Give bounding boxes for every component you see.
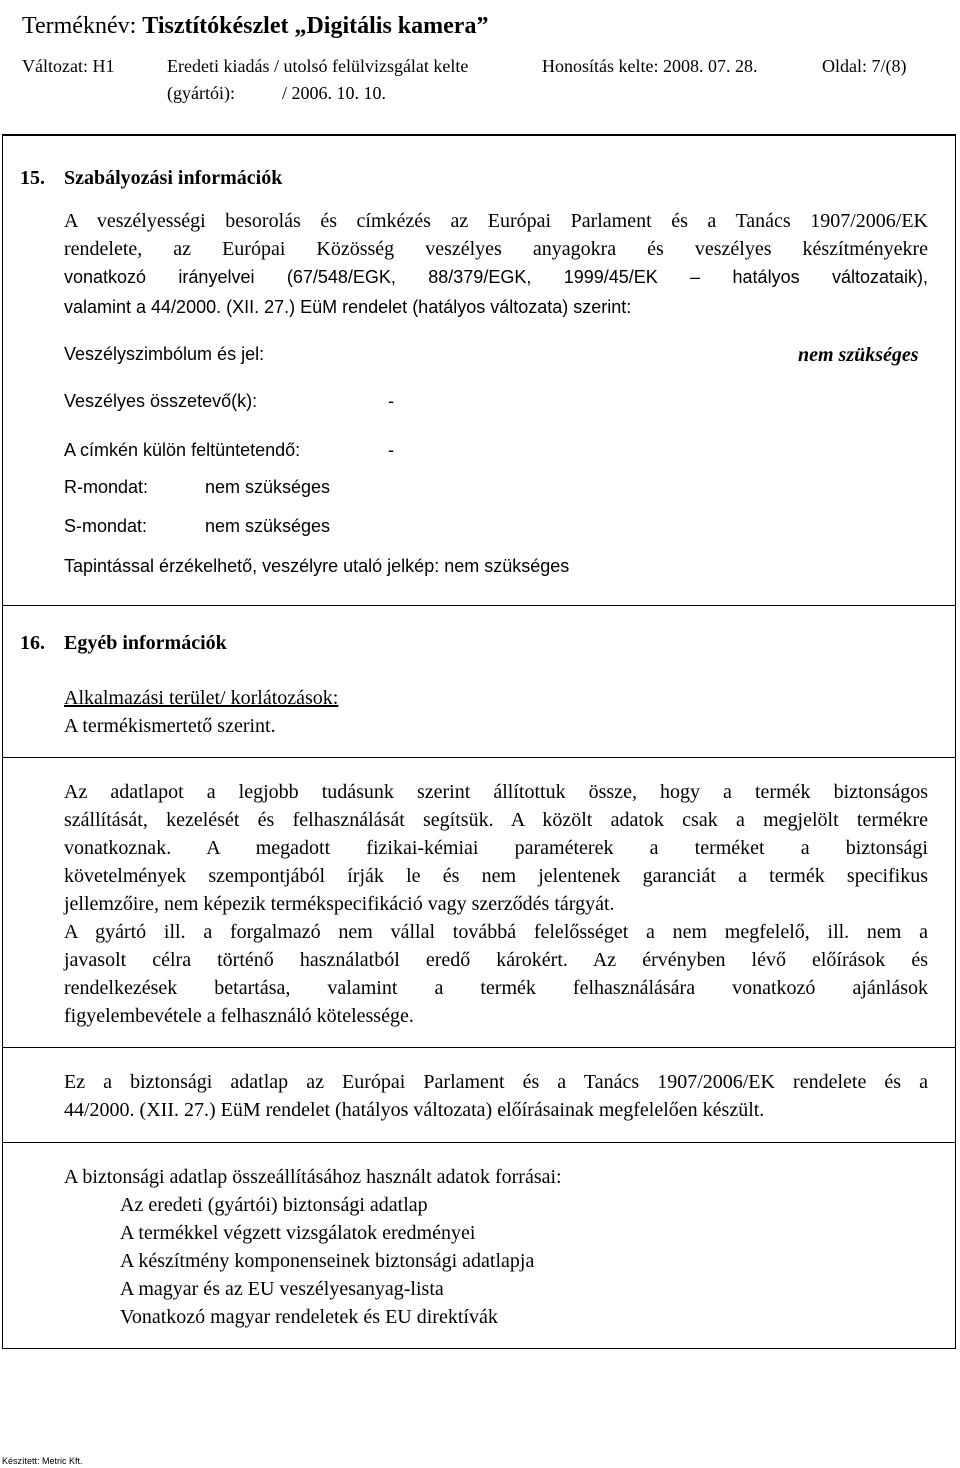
disclaimer-line-7: javasolt célra történő használatból eredő károkért. Az érvényben lévő előírások és bbox=[64, 949, 928, 971]
tactile-warning: Tapintással érzékelhető, veszélyre utaló jelkép: nem szükséges bbox=[64, 556, 570, 576]
s-phrase-label: S-mondat: bbox=[64, 516, 148, 536]
hazard-symbol-value: nem szükséges bbox=[798, 344, 919, 366]
r-phrase-value: nem szükséges bbox=[205, 477, 331, 497]
product-title-label: Terméknév: bbox=[22, 13, 143, 39]
hazardous-components-value: - bbox=[388, 391, 394, 411]
label-indication-value: - bbox=[388, 440, 394, 460]
product-name: Tisztítókészlet „Digitális kamera” bbox=[142, 13, 489, 39]
compliance-line-1: Ez a biztonsági adatlap az Európai Parlament és a Tanács 1907/2006/EK rendelete és a bbox=[64, 1071, 928, 1093]
page-number: Oldal: 7/(8) bbox=[822, 56, 907, 76]
section-16-number: 16. bbox=[20, 632, 45, 654]
usage-heading: Alkalmazási terület/ korlátozások: bbox=[64, 687, 339, 709]
footer-credit: Készített: Metric Kft. bbox=[2, 1456, 83, 1466]
sources-heading: A biztonsági adatlap összeállításához használt adatok forrásai: bbox=[64, 1166, 562, 1188]
section-15-para-line-2: rendelete, az Európai Közösség veszélyes anyagokra és veszélyes készítményekre bbox=[64, 238, 928, 260]
disclaimer-line-6: A gyártó ill. a forgalmazó nem vállal továbbá felelősséget a nem megfelelő, ill. nem a bbox=[64, 921, 928, 943]
source-item: Az eredeti (gyártói) biztonsági adatlap bbox=[120, 1194, 428, 1216]
source-item: A magyar és az EU veszélyesanyag-lista bbox=[120, 1278, 444, 1300]
edition-date: / 2006. 10. 10. bbox=[282, 83, 387, 103]
usage-text: A termékismertető szerint. bbox=[64, 715, 276, 737]
section-15-number: 15. bbox=[20, 167, 45, 189]
section-16-title: Egyéb információk bbox=[64, 632, 227, 654]
edition-label: Eredeti kiadás / utolsó felülvizsgálat kelte bbox=[167, 56, 469, 76]
disclaimer-line-4: követelmények szempontjából írják le és nem jelentenek garanciát a termék specifikus bbox=[64, 865, 928, 887]
section-15-para-line-3: vonatkozó irányelvei (67/548/EGK, 88/379/EGK, 1999/45/EK – hatályos változataik), bbox=[64, 267, 928, 287]
disclaimer-line-1: Az adatlapot a legjobb tudásunk szerint állítottuk össze, hogy a termék biztonságos bbox=[64, 781, 928, 803]
disclaimer-line-8: rendelkezések betartása, valamint a termék felhasználására vonatkozó ajánlások bbox=[64, 977, 928, 999]
localization-date: Honosítás kelte: 2008. 07. 28. bbox=[542, 56, 758, 76]
source-item: Vonatkozó magyar rendeletek és EU direktívák bbox=[120, 1306, 498, 1328]
label-indication-label: A címkén külön feltüntetendő: bbox=[64, 440, 301, 460]
edition-label-line2: (gyártói): bbox=[167, 83, 235, 103]
hazard-symbol-label: Veszélyszimbólum és jel: bbox=[64, 344, 265, 364]
r-phrase-label: R-mondat: bbox=[64, 477, 149, 497]
section-15-title: Szabályozási információk bbox=[64, 167, 283, 189]
section-15-para-line-4: valamint a 44/2000. (XII. 27.) EüM rendelet (hatályos változata) szerint: bbox=[64, 297, 632, 317]
version: Változat: H1 bbox=[22, 56, 115, 76]
compliance-line-2: 44/2000. (XII. 27.) EüM rendelet (hatályos változata) előírásainak megfelelően készült. bbox=[64, 1099, 765, 1121]
product-title bbox=[22, 12, 488, 40]
source-item: A termékkel végzett vizsgálatok eredményei bbox=[120, 1222, 476, 1244]
section-15-para-line-1: A veszélyességi besorolás és címkézés az Európai Parlament és a Tanács 1907/2006/EK bbox=[64, 210, 928, 232]
disclaimer-line-9: figyelembevétele a felhasználó kötelessége. bbox=[64, 1005, 414, 1027]
disclaimer-line-2: szállítását, kezelését és felhasználását segítsük. A közölt adatok csak a megjelölt termékre bbox=[64, 809, 928, 831]
disclaimer-line-3: vonatkoznak. A megadott fizikai-kémiai paraméterek a terméket a biztonsági bbox=[64, 837, 928, 859]
source-item: A készítmény komponenseinek biztonsági adatlapja bbox=[120, 1250, 535, 1272]
s-phrase-value: nem szükséges bbox=[205, 516, 331, 536]
disclaimer-line-5: jellemzőire, nem képezik termékspecifikáció vagy szerződés tárgyát. bbox=[64, 893, 615, 915]
hazardous-components-label: Veszélyes összetevő(k): bbox=[64, 391, 258, 411]
